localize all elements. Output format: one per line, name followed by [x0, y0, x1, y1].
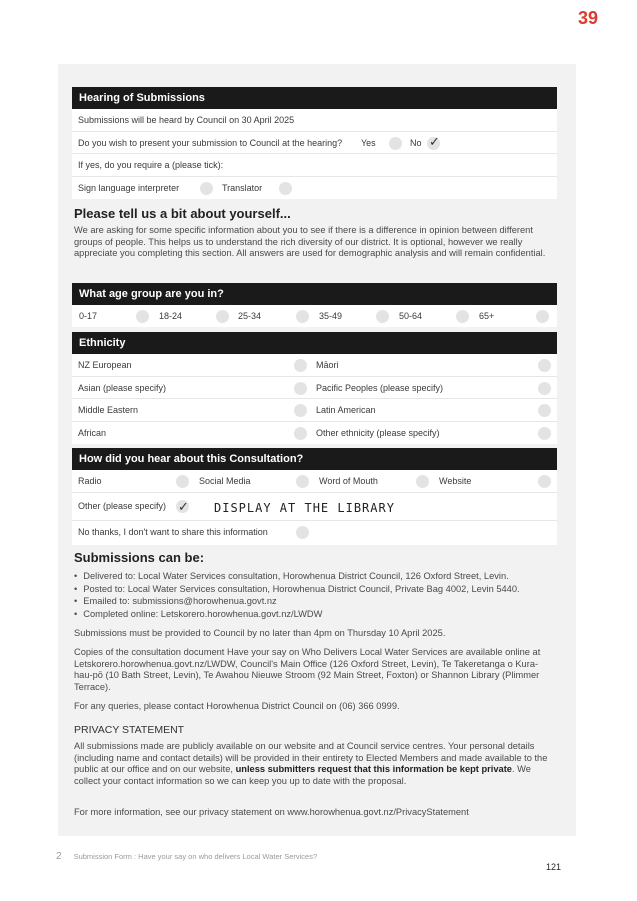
age-65-checkbox[interactable]: [536, 310, 549, 323]
radio-label: Radio: [78, 476, 102, 486]
privacy-heading: PRIVACY STATEMENT: [74, 724, 185, 736]
yes-label: Yes: [361, 137, 376, 148]
middle-eastern-checkbox[interactable]: [294, 404, 307, 417]
no-thanks-label: No thanks, I don't want to share this information: [78, 527, 268, 537]
maori-checkbox[interactable]: [538, 359, 551, 372]
ethnicity-row-4: [72, 422, 557, 445]
submissions-heading: Submissions can be:: [74, 550, 205, 565]
translator-checkbox[interactable]: [279, 182, 292, 195]
page-number-top: 39: [578, 8, 599, 28]
queries-text: For any queries, please contact Horowhenua District Council on (06) 366 0999.: [74, 701, 400, 711]
ethnicity-rows: [72, 354, 557, 444]
sign-language-label: Sign language interpreter: [78, 182, 180, 193]
page-number-bottom: 121: [546, 862, 562, 872]
middle-eastern-label: Middle Eastern: [78, 405, 139, 415]
age-options: [72, 305, 557, 328]
hearing-date-text: Submissions will be heard by Council on 30 April 2025: [78, 115, 295, 125]
handwritten-answer: DISPLAY AT THE LIBRARY: [214, 501, 395, 515]
age-35-49-label: 35-49: [319, 311, 343, 321]
word-of-mouth-checkbox[interactable]: [416, 475, 429, 488]
hear-row-1: [72, 470, 557, 493]
african-label: African: [78, 427, 107, 438]
nz-european-label: NZ European: [78, 360, 132, 370]
asian-checkbox[interactable]: [294, 382, 307, 395]
require-row: [72, 154, 557, 177]
age-header: What age group are you in?: [72, 283, 557, 305]
website-label: Website: [439, 476, 472, 486]
pacific-label: Pacific Peoples (please specify): [316, 382, 444, 393]
list-item: • Emailed to: submissions@horowhenua.govt.nz: [74, 595, 554, 608]
require-options-row: [72, 177, 557, 200]
ethnicity-row-3: [72, 399, 557, 422]
no-thanks-checkbox[interactable]: [296, 526, 309, 539]
translator-label: Translator: [222, 182, 263, 193]
latin-american-checkbox[interactable]: [538, 404, 551, 417]
ethnicity-row-2: [72, 377, 557, 400]
hearing-date-row: [72, 109, 557, 132]
age-18-24-label: 18-24: [159, 311, 183, 321]
age-35-49-checkbox[interactable]: [376, 310, 389, 323]
require-question: If yes, do you require a (please tick):: [78, 160, 224, 170]
radio-checkbox[interactable]: [176, 475, 189, 488]
hearing-header: Hearing of Submissions: [72, 87, 557, 109]
footer-page-number: 2: [56, 851, 62, 862]
no-thanks-row: [72, 521, 557, 545]
age-65-label: 65+: [479, 311, 495, 321]
present-row: [72, 132, 557, 155]
present-question: Do you wish to present your submission to Council at the hearing?: [78, 137, 343, 148]
age-25-34-checkbox[interactable]: [296, 310, 309, 323]
privacy-text-1: All submissions made are publicly available on our website and at Council service centres. Your personal details (including name and contact details) will be provided in their entirety to Elected Members and made available to the public at our office and on our website,: [74, 741, 548, 774]
maori-label: Māori: [316, 360, 339, 370]
privacy-text: [74, 741, 554, 787]
word-of-mouth-label: Word of Mouth: [319, 476, 378, 486]
asian-label: Asian (please specify): [78, 382, 167, 393]
privacy-text-bold: unless submitters request that this information be kept private: [235, 764, 512, 774]
sign-language-checkbox[interactable]: [200, 182, 213, 195]
submission-methods-list: [74, 570, 554, 620]
other-check-mark: ✓: [178, 499, 189, 514]
latin-american-label: Latin American: [316, 405, 376, 415]
age-50-64-checkbox[interactable]: [456, 310, 469, 323]
hear-rows: [72, 470, 557, 545]
no-label: No: [410, 137, 422, 148]
age-25-34-label: 25-34: [238, 311, 262, 321]
age-50-64-label: 50-64: [399, 311, 423, 321]
footer: [56, 851, 317, 862]
pacific-checkbox[interactable]: [538, 382, 551, 395]
footer-text: Submission Form : Have your say on who delivers Local Water Services?: [73, 852, 318, 861]
age-0-17-checkbox[interactable]: [136, 310, 149, 323]
yes-checkbox[interactable]: [389, 137, 402, 150]
hear-header: How did you hear about this Consultation?: [72, 448, 557, 470]
ethnicity-row-1: [72, 354, 557, 377]
age-0-17-label: 0-17: [79, 311, 98, 321]
website-checkbox[interactable]: [538, 475, 551, 488]
hear-other-row: [72, 493, 557, 521]
list-item: • Delivered to: Local Water Services consultation, Horowhenua District Council, 126 Oxford Street, Levin.: [74, 570, 554, 583]
african-checkbox[interactable]: [294, 427, 307, 440]
list-item: • Completed online: Letskorero.horowhenua.govt.nz/LWDW: [74, 608, 554, 621]
deadline-text: Submissions must be provided to Council by no later than 4pm on Thursday 10 April 2025.: [74, 628, 446, 638]
age-18-24-checkbox[interactable]: [216, 310, 229, 323]
copies-text: Copies of the consultation document Have your say on Who Delivers Local Water Services are available online at Letskorero.horowhenua.govt.nz/LWDW, Council's Main Office (126 Oxford Street, Levin), Te Takeretanga o Kura-hau-pō (10 Bath Street, Levin), Te Awahou Nieuwe Stroom (92 Main Street, Foxton) or Shannon Library (Plimmer Terrace).: [74, 647, 541, 692]
list-item: • Posted to: Local Water Services consultation, Horowhenua District Council, Private Bag 4002, Levin 5440.: [74, 583, 554, 596]
other-ethnicity-checkbox[interactable]: [538, 427, 551, 440]
about-text: We are asking for some specific information about you to see if there is a difference in opinion between different groups of people. This helps us to understand the rich diversity of our district. It is optional, however we really appreciate you completing this section. All answers are used for demographic analysis and will remain confidential.: [74, 225, 546, 258]
no-check-mark: ✓: [429, 133, 440, 149]
social-media-label: Social Media: [199, 476, 251, 486]
privacy-text-2: . We collect your contact information so we can keep you up to date with the proposal.: [74, 764, 531, 786]
other-specify-label: Other (please specify): [78, 501, 167, 511]
social-media-checkbox[interactable]: [296, 475, 309, 488]
other-ethnicity-label: Other ethnicity (please specify): [316, 427, 440, 438]
age-row: [72, 305, 557, 327]
ethnicity-header: Ethnicity: [72, 332, 557, 354]
hearing-rows: [72, 109, 557, 199]
nz-european-checkbox[interactable]: [294, 359, 307, 372]
about-heading: Please tell us a bit about yourself...: [74, 206, 291, 221]
privacy-more-text: For more information, see our privacy statement on www.horowhenua.govt.nz/PrivacyStatement: [74, 807, 469, 817]
